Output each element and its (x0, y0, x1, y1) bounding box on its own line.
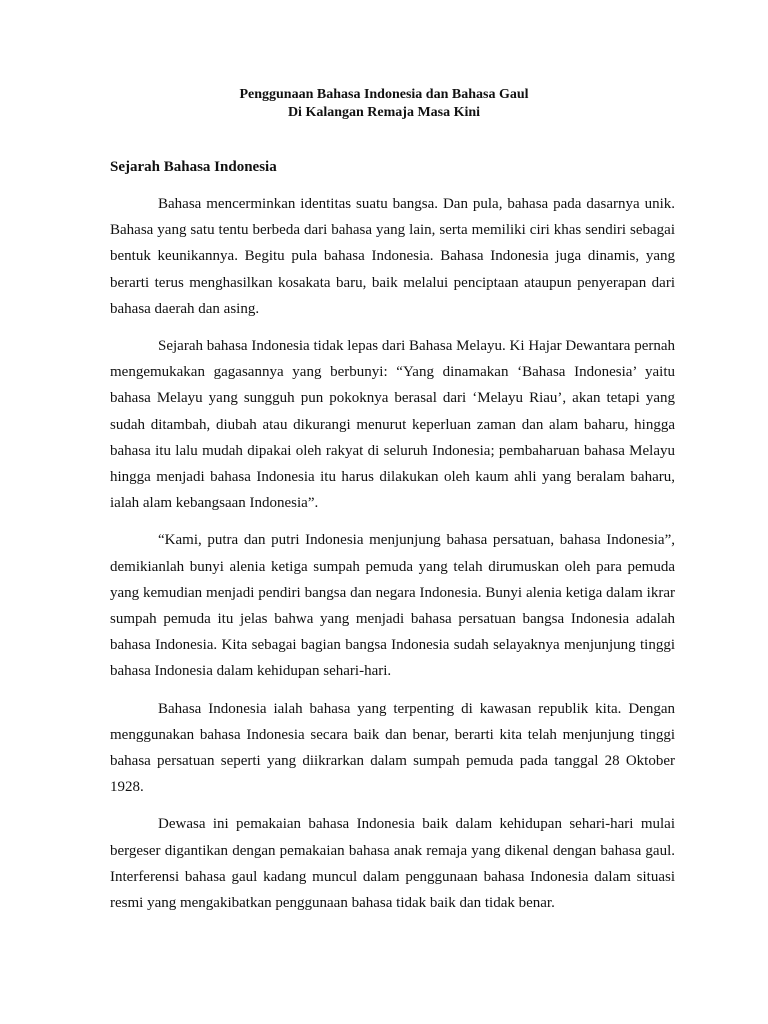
title-line-1: Penggunaan Bahasa Indonesia dan Bahasa Gaul (239, 87, 529, 102)
title-line-2: Di Kalangan Remaja Masa Kini (287, 105, 481, 120)
paragraph-5: Dewasa ini pemakaian bahasa Indonesia baik dalam kehidupan sehari-hari mulai bergeser digantikan dengan pemakaian bahasa anak remaja yang dikenal dengan bahasa gaul. Interferensi bahasa gaul kadang muncul dalam penggunaan bahasa Indonesia dalam situasi resmi yang mengakibatkan penggunaan bahasa tidak baik dan tidak benar. (110, 816, 675, 912)
paragraph-4: Bahasa Indonesia ialah bahasa yang terpenting di kawasan republik kita. Dengan menggunakan bahasa Indonesia secara baik dan benar, berarti kita telah menjunjung tinggi bahasa persatuan seperti yang diikrarkan dalam sumpah pemuda pada tanggal 28 Oktober 1928. (110, 700, 675, 796)
paragraph-2: Sejarah bahasa Indonesia tidak lepas dari Bahasa Melayu. Ki Hajar Dewantara pernah mengemukakan gagasannya yang berbunyi: “Yang dinamakan ‘Bahasa Indonesia’ yaitu bahasa Melayu yang sungguh pun pokoknya berasal dari ‘Melayu Riau’, akan tetapi yang sudah ditambah, diubah atau dikurangi menurut keperluan zaman dan alam baharu, hingga bahasa itu lalu mudah dipakai oleh rakyat di seluruh Indonesia; pembaharuan bahasa Melayu hingga menjadi bahasa Indonesia itu harus dilakukan oleh kaum ahli yang beralam baharu, ialah alam kebangsaan Indonesia”. (110, 338, 675, 512)
section-heading: Sejarah Bahasa Indonesia (110, 159, 277, 175)
paragraph-3: “Kami, putra dan putri Indonesia menjunjung bahasa persatuan, bahasa Indonesia”, demikianlah bunyi alenia ketiga sumpah pemuda yang telah dirumuskan oleh para pemuda yang kemudian menjadi pendiri bangsa dan negara Indonesia. Bunyi alenia ketiga dalam ikrar sumpah pemuda itu jelas bahwa yang menjadi bahasa persatuan bangsa Indonesia adalah bahasa Indonesia. Kita sebagai bagian bangsa Indonesia sudah selayaknya menjunjung tinggi bahasa Indonesia dalam kehidupan sehari-hari. (110, 532, 675, 680)
document-title (0, 86, 768, 122)
paragraph-1: Bahasa mencerminkan identitas suatu bangsa. Dan pula, bahasa pada dasarnya unik. Bahasa yang satu tentu berbeda dari bahasa yang lain, serta memiliki ciri khas sendiri sebagai bentuk keunikannya. Begitu pula bahasa Indonesia. Bahasa Indonesia juga dinamis, yang berarti terus menghasilkan kosakata baru, baik melalui penciptaan ataupun penyerapan dari bahasa daerah dan asing. (110, 196, 675, 317)
document-body (110, 191, 675, 916)
